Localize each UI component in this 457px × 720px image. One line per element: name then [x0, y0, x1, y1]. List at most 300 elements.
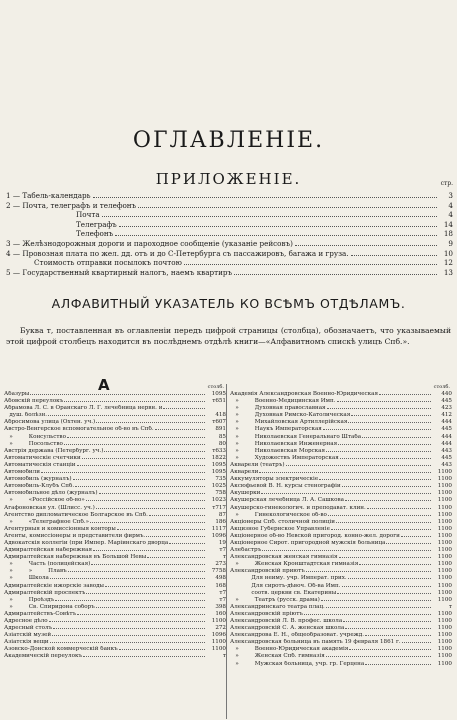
dot-leader — [345, 628, 431, 629]
index-entry-text: душ. болѣзн. — [4, 412, 48, 419]
dot-leader — [323, 429, 431, 430]
index-entry-column: 1100 — [437, 490, 452, 497]
index-entry-text: Аксюфьевой В. Н. курсы стенографіи — [230, 483, 341, 490]
index-entry-text: Агентурныя и комиссіонныя конторы — [4, 525, 116, 532]
index-entry-column: 1100 — [437, 625, 452, 632]
dot-leader — [321, 600, 431, 601]
dot-leader — [155, 429, 205, 430]
dot-leader — [55, 600, 205, 601]
index-entry-text: » Гинекологическое об-во — [230, 511, 327, 518]
dot-leader — [359, 564, 431, 565]
index-entry-column: т633 — [212, 447, 226, 454]
index-entry-text: » Женская Кронштадтская гимназія — [230, 561, 359, 568]
dot-leader — [30, 394, 205, 395]
index-entry-text: Автомобили — [4, 469, 40, 476]
dot-leader — [348, 578, 431, 579]
index-entry-column: 1100 — [437, 646, 452, 653]
index-entry — [4, 519, 226, 526]
dot-leader — [365, 635, 431, 636]
index-entry-column: 7758 — [211, 568, 226, 575]
index-entry-text: Азіатскій музей — [4, 632, 52, 639]
index-entry-text: Адвокатскія коллегіи (при Импер. Маріинскаго дворца — [4, 539, 169, 546]
dot-leader — [64, 444, 205, 445]
index-entry-text: Абовскій переулокъ — [4, 398, 64, 405]
dot-leader — [52, 635, 205, 636]
index-entry-text: Александровскій пріютъ — [230, 610, 303, 617]
index-entry-text: Агенты, комиссіонеры и представители фирмъ. — [4, 532, 146, 539]
index-entry-text: Для сиротъ-дѣвоч. Об-ва Имп. — [230, 582, 341, 589]
index-entry-column: 445 — [441, 454, 452, 461]
index-entry-column: 1096 — [211, 532, 226, 539]
index-entry — [230, 469, 452, 476]
dot-leader — [96, 508, 205, 509]
index-entry-column: 412 — [441, 412, 452, 419]
index-entry-text: Аккумуляторы электрическіе — [230, 476, 319, 483]
index-entry-column: 1100 — [437, 610, 452, 617]
index-entry-text: Акушерская лечебница Л. А. Сашкова — [230, 497, 344, 504]
index-entry — [4, 554, 226, 561]
dot-leader — [86, 500, 205, 501]
index-entry — [230, 590, 452, 597]
toc-entry-text: Почта — [76, 210, 100, 220]
dot-leader — [343, 621, 431, 622]
index-entry — [230, 632, 452, 639]
index-entry-text: Автоматическія станціи — [4, 461, 76, 468]
index-entry-text: Адмиралтейскій проспектъ — [4, 589, 86, 596]
index-entry — [230, 568, 452, 575]
dot-leader — [50, 642, 205, 643]
dot-leader — [345, 500, 431, 501]
index-entry-column: 444 — [441, 433, 452, 440]
dot-leader — [365, 664, 431, 665]
index-entry-text: » Николаевская Инженерная — [230, 440, 338, 447]
toc-entry-page: 14 — [443, 219, 453, 229]
index-entry — [4, 426, 226, 433]
toc-entry-text: 4 — Провозная плата по жел. дд. отъ и до С-Петербурга съ пассажировъ, багажа и груза. — [6, 248, 349, 258]
index-entry — [4, 653, 226, 660]
toc-entry-text: Телефонъ — [76, 229, 114, 239]
dot-leader — [104, 451, 205, 452]
index-entry — [230, 554, 452, 561]
dot-leader — [115, 235, 437, 236]
index-entry-text: » Женская Спб. гимназія — [230, 653, 325, 660]
index-entry-text: Александринскаго театра плац. — [230, 603, 325, 610]
dot-leader — [75, 486, 205, 487]
index-entry — [230, 533, 452, 540]
index-entry — [230, 412, 452, 419]
dot-leader — [105, 586, 205, 587]
section-letter: А — [98, 376, 110, 394]
toc-entry-page: 4 — [448, 210, 453, 220]
index-entry — [4, 625, 226, 632]
index-entry-column: 443 — [441, 447, 452, 454]
index-entry — [4, 469, 226, 476]
dot-leader — [262, 550, 431, 551]
index-entry-text: Акціонерное Сирот. пригородной мужскія больница — [230, 539, 386, 546]
toc-entry-page: 18 — [443, 229, 453, 239]
index-entry — [4, 448, 226, 455]
index-entry — [230, 476, 452, 483]
index-entry-text: Александровскій С. А. женская школа — [230, 625, 345, 632]
index-entry-text: Адмиралтейскіе ижорскіе заводы — [4, 582, 104, 589]
index-entry-text: Адмиралтейская набережная — [4, 547, 93, 554]
index-entry — [4, 547, 226, 554]
index-entry-text: Адмиралтейская набережная въ Большой Невы — [4, 554, 147, 561]
index-entry-text: Агафоновская ул. (Шлисс. уч.) — [4, 504, 95, 511]
index-entry — [4, 490, 226, 497]
index-entry-column: 443 — [441, 461, 452, 468]
column-divider — [226, 384, 227, 719]
dot-leader — [48, 415, 205, 416]
dot-leader — [49, 621, 205, 622]
index-heading: АЛФАВИТНЫЙ УКАЗАТЕЛЬ КО ВСѢМЪ ОТДѢЛАМЪ. — [51, 296, 406, 311]
dot-leader — [68, 571, 205, 572]
index-entry-text: » Проѣздъ — [4, 596, 55, 603]
dot-leader — [82, 458, 205, 459]
toc-entry-page: 13 — [443, 267, 453, 277]
index-entry-column: 186 — [215, 518, 226, 525]
dot-leader — [119, 649, 205, 650]
index-entry-text: Абросимова улица (Охтен. уч.) — [4, 419, 96, 426]
index-entry — [230, 497, 452, 504]
index-entry — [230, 625, 452, 632]
toc-entry — [6, 210, 453, 220]
index-entry — [230, 575, 452, 582]
index-entry-column: 440 — [441, 391, 452, 397]
dot-leader — [53, 628, 205, 629]
index-entry-column: 1100 — [437, 568, 452, 575]
toc-entry-text: 5 — Государственный квартирный налогъ, наемъ квартиръ — [6, 267, 233, 277]
dot-leader — [351, 415, 431, 416]
index-entry — [4, 561, 226, 568]
index-entry-column: 1100 — [437, 653, 452, 660]
index-entry-text: » Наукъ Императорская — [230, 426, 322, 433]
dot-leader — [306, 571, 431, 572]
dot-leader — [331, 529, 431, 530]
index-entry-column: 1100 — [437, 504, 452, 511]
index-entry-column: 1100 — [437, 518, 452, 525]
toc-entry — [6, 239, 453, 249]
index-entry — [230, 561, 452, 568]
dot-leader — [402, 642, 431, 643]
toc-entry — [6, 191, 453, 201]
index-entry — [230, 441, 452, 448]
index-entry-text: » Художествъ Императорская — [230, 454, 339, 461]
index-entry — [230, 405, 452, 412]
toc-entry-page: 9 — [448, 238, 453, 248]
index-entry — [230, 547, 452, 554]
index-entry — [4, 590, 226, 597]
index-entry-column: 1100 — [437, 596, 452, 603]
toc-entry-text: 3 — Желѣзнодорожныя дороги и пароходное сообщеніе (указаніе рейсовъ) — [6, 238, 293, 248]
index-entry-column: т651 — [212, 398, 226, 405]
index-entry-column: 160 — [215, 610, 226, 617]
dot-leader — [326, 607, 431, 608]
index-entry-text: » Мужская больница, учр. гр. Герцена — [230, 660, 365, 667]
index-entry-text: Академическій переулокъ — [4, 653, 83, 660]
index-entry-text: Алебастръ — [230, 547, 262, 554]
toc-entry — [6, 258, 453, 268]
index-entry-column: 1117 — [211, 525, 226, 532]
index-entry — [230, 434, 452, 441]
index-entry-text: Абрамова Л. С. в Оранскаго Л. Г. лечебница нервн. и — [4, 405, 163, 412]
index-entry-column: 445 — [441, 426, 452, 433]
index-entry-text: » Михайловская Артиллерійская — [230, 419, 348, 426]
index-entry-text: Александровскій Л. В. профес. школа — [230, 618, 343, 624]
index-entry — [4, 512, 226, 519]
index-entry — [230, 597, 452, 604]
index-entry — [4, 434, 226, 441]
index-entry-text: » Св. Спиридона соборъ — [4, 603, 95, 610]
toc-entry-text: 2 — Почта, телеграфъ и телефонъ — [6, 200, 137, 210]
index-entry-column: 168 — [215, 582, 226, 589]
index-entry-text: Александровская больница въ память 19 февраля 1861 г. — [230, 639, 401, 646]
index-entry-column: 423 — [441, 405, 452, 412]
index-entry-text: Александровская женская гимназія — [230, 554, 338, 561]
index-entry-text: Акціонерное об-во Невской пригород. конно-жел. дороги — [230, 532, 400, 539]
appendix-heading: ПРИЛОЖЕНІЕ. — [155, 170, 302, 188]
dot-leader — [286, 465, 431, 466]
index-entry-text: Автомобиль (журналъ) — [4, 476, 72, 483]
index-entry — [4, 646, 226, 653]
dot-leader — [41, 472, 205, 473]
index-entry — [230, 540, 452, 547]
index-entry-text: » Духовная Римско-Католическая — [230, 412, 351, 419]
index-entry — [4, 398, 226, 405]
index-entry-text: » «Телеграфное Спб.» — [4, 518, 90, 525]
index-entry-column: 1100 — [437, 575, 452, 582]
index-entry-column: 1100 — [437, 561, 452, 568]
index-entry-column: 1100 — [437, 525, 452, 532]
index-entry-column: 1100 — [437, 582, 452, 589]
index-entry-column: 891 — [215, 426, 226, 433]
index-entry-text: » Николаевская Генеральнаго Штаба — [230, 433, 362, 440]
index-entry-column: т — [222, 554, 226, 561]
index-entry-column: т7 — [219, 547, 226, 554]
index-entry — [230, 419, 452, 426]
index-entry-text: » Часть (полицейская) — [4, 561, 91, 568]
index-entry — [230, 618, 452, 625]
dot-leader — [342, 486, 431, 487]
index-column-right — [230, 384, 452, 668]
dot-leader — [327, 408, 431, 409]
index-entry — [230, 448, 452, 455]
index-entry — [230, 646, 452, 653]
dot-leader — [340, 458, 431, 459]
index-entry-column: т7 — [219, 596, 226, 603]
dot-leader — [336, 522, 431, 523]
index-entry-text: Акціонеры Спб. столичной полиціи — [230, 518, 335, 525]
dot-leader — [138, 207, 437, 208]
index-entry-text: соотв. церкви св. Екатерины — [230, 589, 337, 596]
index-entry-column: 272 — [215, 625, 226, 632]
index-entry-text: » Военно-Юридическая академія — [230, 646, 349, 653]
page-title: ОГЛАВЛЕНІЕ. — [132, 128, 325, 153]
index-entry-column: 498 — [215, 575, 226, 582]
index-entry — [4, 412, 226, 419]
index-entry — [4, 597, 226, 604]
index-entry-column: 1095 — [211, 391, 226, 397]
dot-leader — [348, 422, 431, 423]
index-entry-text: Акцизное Губернское Управленіе — [230, 525, 330, 532]
toc-entry — [6, 229, 453, 239]
index-entry — [230, 455, 452, 462]
index-entry-text: Адресное дѣло — [4, 618, 48, 624]
dot-leader — [328, 515, 431, 516]
dot-leader — [77, 465, 206, 466]
dot-leader — [149, 515, 205, 516]
index-entry-text: Акварели (театръ) — [230, 461, 285, 468]
dot-leader — [147, 557, 205, 558]
dot-leader — [163, 408, 205, 409]
index-entry-text: Автоматическіе счетчики — [4, 454, 81, 461]
index-entry-column: 1100 — [437, 469, 452, 476]
toc-entry — [6, 220, 453, 230]
index-entry — [230, 661, 452, 668]
index-entry — [4, 533, 226, 540]
index-entry-text: » Военно-Медицинская Имп. — [230, 398, 336, 405]
index-entry-column: т7 — [219, 589, 226, 596]
index-entry-text: Александрова Е. Н., общеобразоват. учрежд. — [230, 632, 364, 639]
index-entry — [4, 568, 226, 575]
dot-leader — [83, 656, 205, 657]
index-entry-text: Абазуры — [4, 391, 30, 397]
index-entry — [4, 505, 226, 512]
index-entry — [4, 611, 226, 618]
index-intro: Буква т, поставленная въ оглавленіи передъ цифрой страницы (столбца), обозначаетъ, что указываемый этой цифрой столбецъ находится въ послѣднемъ отдѣлѣ книги—«Алфавитномъ спискѣ улицъ Спб.». — [6, 326, 451, 346]
index-entry-column: 1100 — [437, 589, 452, 596]
index-entry-column: 1100 — [437, 511, 452, 518]
dot-leader — [259, 472, 431, 473]
index-entry-column: т607 — [212, 419, 226, 426]
index-entry — [4, 540, 226, 547]
index-entry — [4, 632, 226, 639]
dot-leader — [96, 607, 205, 608]
index-entry-column: 1822 — [211, 454, 226, 461]
index-entry-column: 1100 — [211, 618, 226, 624]
index-entry — [4, 575, 226, 582]
index-entry-text: Адмиралтействъ-Совѣтъ — [4, 610, 77, 617]
index-entry-text: Автомобильное дѣло (журналъ) — [4, 490, 98, 497]
toc-entry-text: Стоимость отправки посылокъ почтою — [34, 258, 182, 268]
index-entry-column: т — [448, 603, 452, 610]
index-entry-column: 418 — [215, 412, 226, 419]
index-entry-column: 1100 — [437, 547, 452, 554]
dot-leader — [90, 522, 205, 523]
dot-leader — [146, 536, 205, 537]
index-entry-text: Акушерки — [230, 490, 261, 497]
dot-leader — [367, 508, 431, 509]
index-entry-column: 1100 — [437, 539, 452, 546]
index-entry-text: Для неиму. учр. Императ. прих. — [230, 575, 347, 582]
index-entry-column: 1100 — [437, 632, 452, 639]
index-entry-text: Автомобиль-Клубъ Спб. — [4, 483, 75, 490]
dot-leader — [184, 264, 437, 265]
index-entry-column: т717 — [212, 504, 226, 511]
toc-entry-page: 12 — [443, 258, 453, 268]
dot-leader — [119, 226, 437, 227]
index-entry-text: » Николаевская Морская — [230, 447, 326, 454]
dot-leader — [93, 197, 437, 198]
dot-leader — [337, 593, 431, 594]
index-entry — [230, 483, 452, 490]
index-entry — [4, 497, 226, 504]
index-entry — [4, 483, 226, 490]
index-entry — [230, 604, 452, 611]
index-entry-text: Агентство дипломатическое Болгарское въ Спб. — [4, 511, 148, 518]
toc-entry — [6, 201, 453, 211]
dot-leader — [86, 593, 205, 594]
index-entry-column: 1025 — [211, 483, 226, 490]
index-entry-column: 1100 — [211, 639, 226, 646]
index-entry — [230, 391, 452, 398]
toc-entry-page: 3 — [448, 191, 453, 200]
page-column-label: стр. — [440, 180, 453, 187]
dot-leader — [339, 557, 431, 558]
dot-leader — [326, 656, 431, 657]
index-entry — [230, 398, 452, 405]
index-entry-column: 398 — [215, 603, 226, 610]
dot-leader — [379, 394, 431, 395]
index-entry-column: 19 — [218, 539, 226, 546]
index-entry-text: » Театръ (русск. драма) — [230, 596, 320, 603]
index-entry-column: т — [222, 653, 226, 660]
index-entry-text: » Посольство — [4, 440, 63, 447]
dot-leader — [99, 493, 205, 494]
index-entry-text: Австрія держава (Петербург. уч.) — [4, 447, 104, 454]
index-entry-text: Акушерско-гинекологич. и преподават. клин. — [230, 504, 366, 511]
index-entry-column: 1100 — [437, 660, 452, 667]
index-entry-column: 1096 — [211, 632, 226, 639]
index-entry — [230, 426, 452, 433]
index-entry — [230, 490, 452, 497]
index-entry-column: 1095 — [211, 461, 226, 468]
dot-leader — [64, 401, 205, 402]
toc-entry — [6, 268, 453, 278]
index-entry-text: » Консульство — [4, 433, 66, 440]
index-entry-column: 1100 — [437, 618, 452, 624]
toc-entry-text: 1 — Табель-календарь — [6, 191, 91, 200]
index-entry — [4, 405, 226, 412]
dot-leader — [169, 543, 205, 544]
index-entry — [4, 476, 226, 483]
dot-leader — [349, 649, 431, 650]
index-entry — [230, 611, 452, 618]
column-label: столб. — [433, 384, 450, 390]
dot-leader — [401, 536, 431, 537]
index-entry — [4, 441, 226, 448]
dot-leader — [73, 479, 205, 480]
index-entry — [4, 604, 226, 611]
dot-leader — [386, 543, 431, 544]
index-entry — [4, 618, 226, 625]
index-entry-text: Академія Александровская Военно-Юридическая — [230, 391, 379, 397]
index-entry — [4, 391, 226, 398]
index-entry-column: 80 — [218, 440, 226, 447]
index-entry-text: Австро-Венгерское вспомогательное об-во въ Спб. — [4, 426, 154, 433]
index-entry-text: Александровскій приютъ — [230, 568, 305, 575]
index-entry — [230, 639, 452, 646]
dot-leader — [234, 274, 437, 275]
index-entry-column: 1100 — [437, 483, 452, 490]
dot-leader — [93, 550, 205, 551]
dot-leader — [91, 564, 205, 565]
dot-leader — [362, 437, 431, 438]
index-entry — [230, 512, 452, 519]
index-entry-column: 445 — [441, 398, 452, 405]
index-entry-text: » Школа — [4, 575, 49, 582]
dot-leader — [319, 479, 431, 480]
